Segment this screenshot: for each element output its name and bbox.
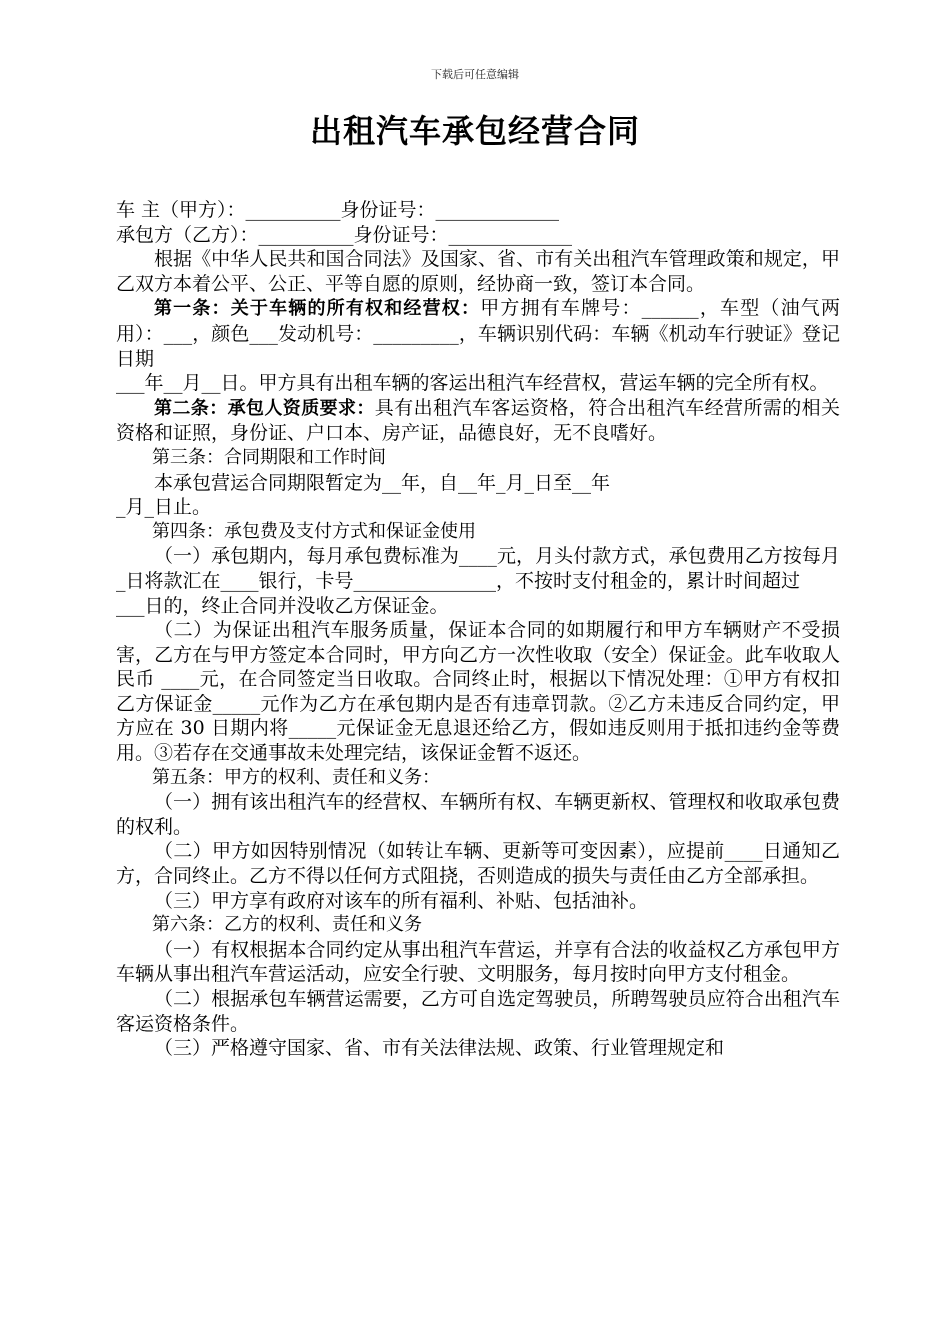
article-6-item-2: （二）根据承包车辆营运需要，乙方可自选定驾驶员，所聘驾驶员应符合出租汽车客运资格条件。 <box>116 988 840 1035</box>
article-1-paragraph <box>116 296 840 371</box>
article-6-item-3: （三）严格遵守国家、省、市有关法律法规、政策、行业管理规定和 <box>154 1037 725 1060</box>
article-2-heading: 第二条：承包人资质要求： <box>154 397 375 419</box>
article-6-heading: 第六条：乙方的权利、责任和义务 <box>152 914 422 936</box>
article-1-text: 甲方拥有车牌号：______，车型（油气两用）：___，颜色___发动机号：_________，车辆识别代码：车辆《机动车行驶证》登记日期 <box>116 297 840 370</box>
article-1-continued: ___年__月__日。甲方具有出租车辆的客运出租汽车经营权，营运车辆的完全所有权。 <box>116 372 829 395</box>
preamble-paragraph: 根据《中华人民共和国合同法》及国家、省、市有关出租汽车管理政策和规定，甲乙双方本着公平、公正、平等自愿的原则，经协商一致，签订本合同。 <box>116 248 840 295</box>
document-title: 出租汽车承包经营合同 <box>309 112 640 150</box>
article-4-item-2: （二）为保证出租汽车服务质量，保证本合同的如期履行和甲方车辆财产不受损害，乙方在与甲方签定本合同时，甲方向乙方一次性收取（安全）保证金。此车收取人民币 ____元，在合同签定当日收取。合同终止时，根据以下情况处理：①甲方有权扣乙方保证金_____元作为乙方在承包期内是否有违章罚款。②乙方未违反合同约定，甲方应在 30 日期内将_____元保证金无息退还给乙方，假如违反则用于抵扣违约金等费用。③若存在交通事故未处理完结，该保证金暂不返还。 <box>116 619 840 765</box>
header-note: 下载后可任意编辑 <box>431 68 519 81</box>
article-3-continued: _月_日止。 <box>116 496 212 519</box>
article-3-heading: 第三条：合同期限和工作时间 <box>152 446 386 468</box>
article-4-item-1-continued: ___日的，终止合同并没收乙方保证金。 <box>116 594 449 617</box>
article-5-item-3: （三）甲方享有政府对该车的所有福利、补贴、包括油补。 <box>154 889 649 912</box>
contract-body <box>116 198 840 1061</box>
article-4-heading: 第四条：承包费及支付方式和保证金使用 <box>152 520 476 542</box>
article-3-text: 本承包营运合同期限暂定为__年，自__年_月_日至__年 <box>154 471 611 494</box>
article-2-paragraph <box>116 396 840 446</box>
article-1-heading: 第一条：关于车辆的所有权和经营权： <box>154 298 481 320</box>
article-5-item-1: （一）拥有该出租汽车的经营权、车辆所有权、车辆更新权、管理权和收取承包费的权利。 <box>116 791 840 838</box>
article-5-heading: 第五条：甲方的权利、责任和义务： <box>152 766 440 788</box>
article-2-text: 具有出租汽车客运资格，符合出租汽车经营所需的相关资格和证照，身份证、户口本、房产证，品德良好，无不良嗜好。 <box>116 396 840 445</box>
party-b-line: 承包方（乙方）：__________身份证号：_____________ <box>116 223 573 246</box>
party-a-line: 车 主（甲方）：__________身份证号：_____________ <box>116 199 560 221</box>
article-5-item-2: （二）甲方如因特别情况（如转让车辆、更新等可变因素），应提前____日通知乙方，合同终止。乙方不得以任何方式阻挠，否则造成的损失与责任由乙方全部承担。 <box>116 840 840 888</box>
article-6-item-1: （一）有权根据本合同约定从事出租汽车营运，并享有合法的收益权乙方承包甲方车辆从事出租汽车营运活动，应安全行驶、文明服务，每月按时向甲方支付租金。 <box>116 938 840 986</box>
article-4-item-1: （一）承包期内，每月承包费标准为____元，月头付款方式，承包费用乙方按每月_日将款汇在____银行，卡号_______________，不按时支付租金的，累计时间超过 <box>116 545 840 592</box>
